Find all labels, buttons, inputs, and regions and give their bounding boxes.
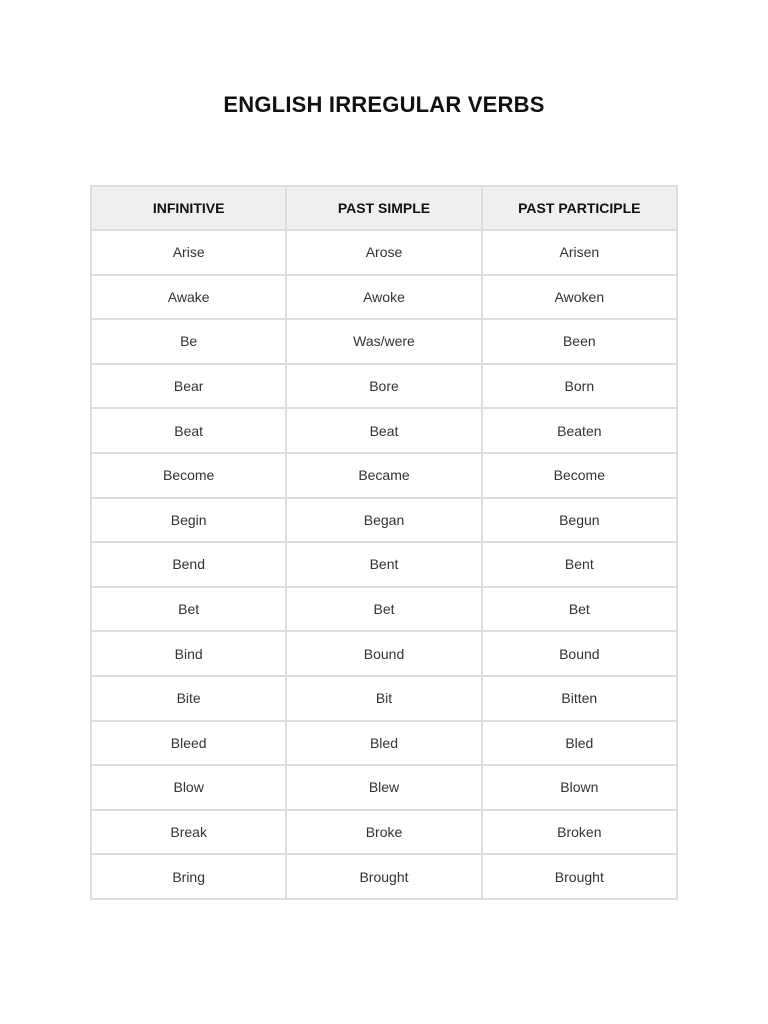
- table-row: [91, 275, 677, 320]
- cell-infinitive: Bind: [91, 631, 286, 676]
- cell-past-participle: Arisen: [482, 230, 677, 275]
- cell-past-simple: Awoke: [286, 275, 481, 320]
- cell-past-participle: Bent: [482, 542, 677, 587]
- cell-infinitive: Begin: [91, 498, 286, 543]
- cell-past-participle: Blown: [482, 765, 677, 810]
- cell-past-simple: Bound: [286, 631, 481, 676]
- table-row: [91, 721, 677, 766]
- table-row: [91, 319, 677, 364]
- cell-past-participle: Awoken: [482, 275, 677, 320]
- cell-past-participle: Born: [482, 364, 677, 409]
- cell-past-simple: Bit: [286, 676, 481, 721]
- table-row: [91, 542, 677, 587]
- irregular-verbs-table: [90, 185, 678, 900]
- cell-past-simple: Arose: [286, 230, 481, 275]
- cell-past-participle: Bound: [482, 631, 677, 676]
- table-row: [91, 364, 677, 409]
- table-row: [91, 676, 677, 721]
- header-past-participle: PAST PARTICIPLE: [482, 186, 677, 230]
- cell-past-simple: Bled: [286, 721, 481, 766]
- cell-past-participle: Begun: [482, 498, 677, 543]
- cell-infinitive: Bring: [91, 854, 286, 899]
- cell-past-simple: Broke: [286, 810, 481, 855]
- table-body: [91, 230, 677, 899]
- cell-past-participle: Beaten: [482, 408, 677, 453]
- cell-past-simple: Blew: [286, 765, 481, 810]
- cell-past-simple: Bet: [286, 587, 481, 632]
- cell-past-simple: Became: [286, 453, 481, 498]
- cell-past-participle: Brought: [482, 854, 677, 899]
- cell-infinitive: Awake: [91, 275, 286, 320]
- cell-infinitive: Become: [91, 453, 286, 498]
- cell-past-simple: Began: [286, 498, 481, 543]
- cell-past-simple: Was/were: [286, 319, 481, 364]
- table-row: [91, 498, 677, 543]
- page-title: ENGLISH IRREGULAR VERBS: [223, 92, 545, 117]
- table-row: [91, 631, 677, 676]
- cell-past-participle: Bitten: [482, 676, 677, 721]
- cell-infinitive: Bite: [91, 676, 286, 721]
- table-row: [91, 854, 677, 899]
- cell-infinitive: Beat: [91, 408, 286, 453]
- table-row: [91, 810, 677, 855]
- table-row: [91, 765, 677, 810]
- cell-past-simple: Beat: [286, 408, 481, 453]
- cell-infinitive: Break: [91, 810, 286, 855]
- cell-past-simple: Bore: [286, 364, 481, 409]
- table-row: [91, 587, 677, 632]
- cell-infinitive: Be: [91, 319, 286, 364]
- cell-infinitive: Blow: [91, 765, 286, 810]
- cell-infinitive: Bend: [91, 542, 286, 587]
- cell-infinitive: Arise: [91, 230, 286, 275]
- table-row: [91, 453, 677, 498]
- table-row: [91, 230, 677, 275]
- table-row: [91, 408, 677, 453]
- cell-past-participle: Bet: [482, 587, 677, 632]
- cell-past-simple: Bent: [286, 542, 481, 587]
- cell-infinitive: Bear: [91, 364, 286, 409]
- cell-past-participle: Bled: [482, 721, 677, 766]
- table-header-row: [91, 186, 677, 230]
- cell-past-participle: Been: [482, 319, 677, 364]
- header-infinitive: INFINITIVE: [91, 186, 286, 230]
- cell-past-participle: Broken: [482, 810, 677, 855]
- cell-past-simple: Brought: [286, 854, 481, 899]
- cell-infinitive: Bleed: [91, 721, 286, 766]
- cell-infinitive: Bet: [91, 587, 286, 632]
- cell-past-participle: Become: [482, 453, 677, 498]
- header-past-simple: PAST SIMPLE: [286, 186, 481, 230]
